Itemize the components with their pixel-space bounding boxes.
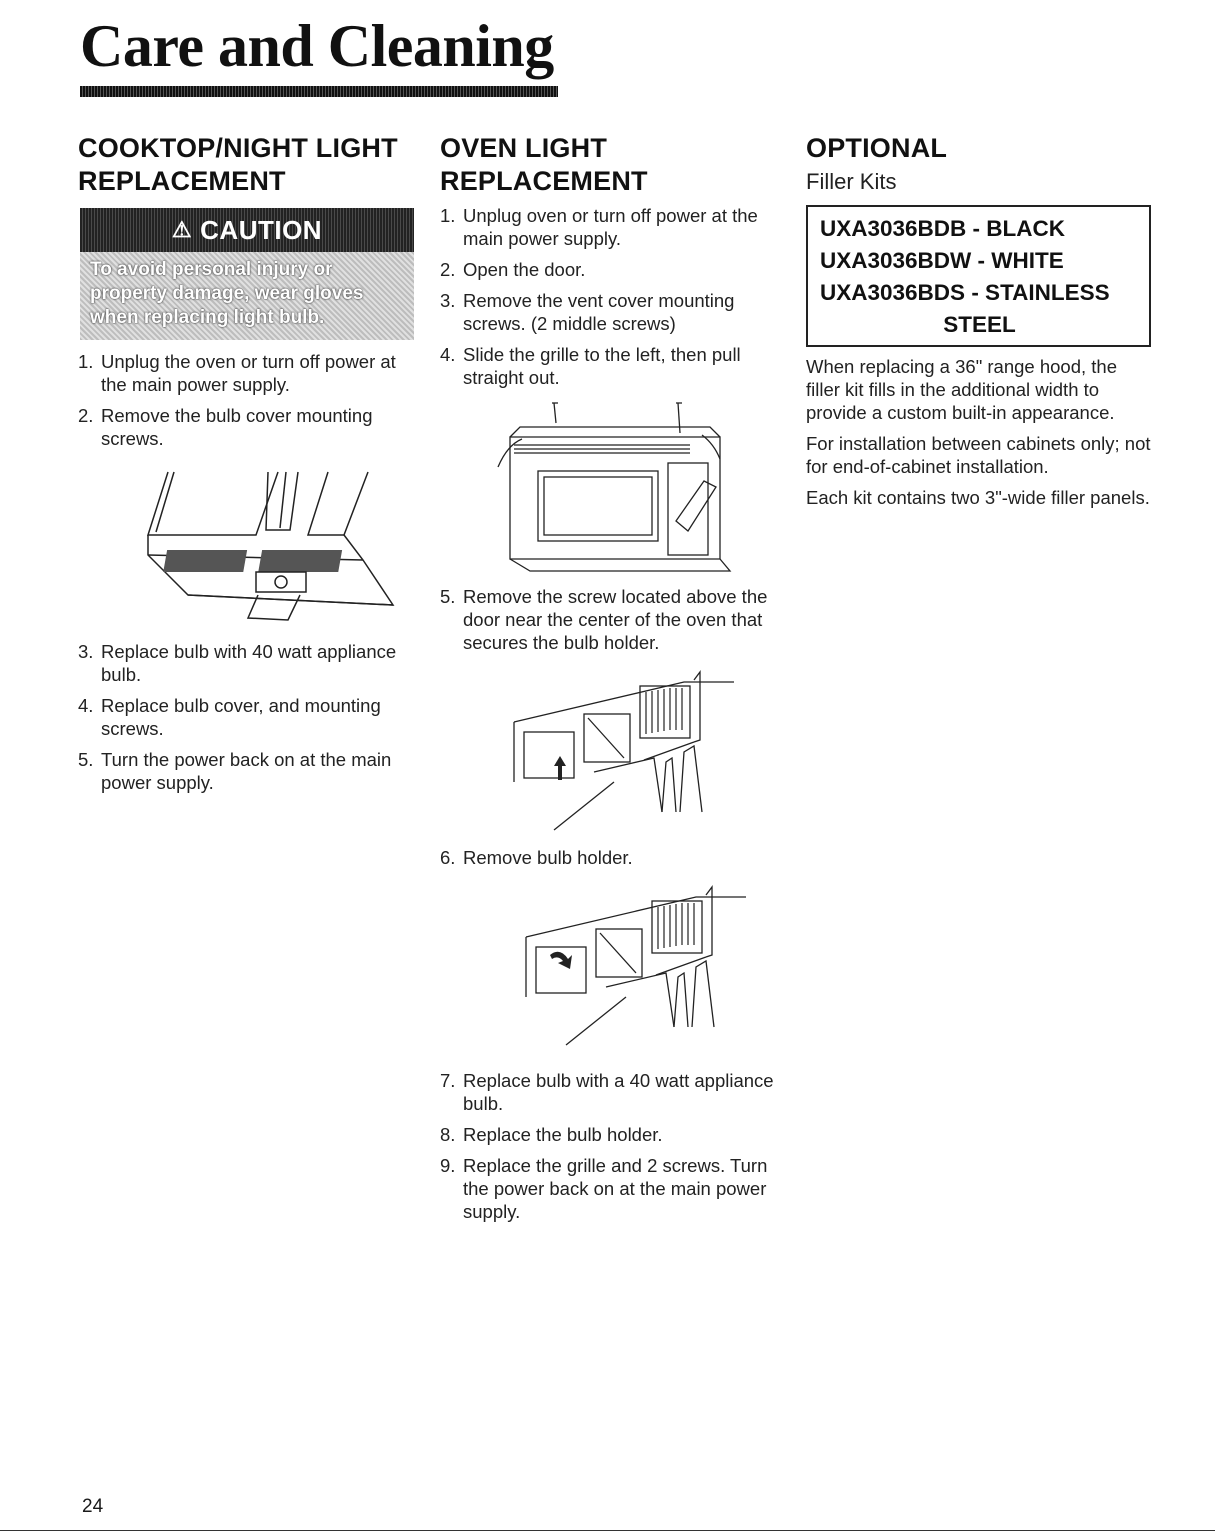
step-text: Replace bulb with 40 watt appliance bulb. xyxy=(101,641,397,685)
step-text: Remove the screw located above the door near the center of the oven that secures the bulb holder. xyxy=(463,586,768,653)
caution-line: To avoid personal injury or xyxy=(90,259,333,280)
caution-text xyxy=(80,252,414,340)
oven-steps-list-continued-2 xyxy=(440,846,790,869)
step-item xyxy=(78,404,423,450)
step-text: Replace bulb cover, and mounting screws. xyxy=(101,695,381,739)
step-number: 1. xyxy=(78,351,94,372)
step-number: 7. xyxy=(440,1070,456,1091)
caution-label: CAUTION xyxy=(200,214,323,245)
step-text: Replace bulb with a 40 watt appliance bulb. xyxy=(463,1070,774,1114)
oven-heading-line2: REPLACEMENT xyxy=(440,166,648,196)
kit-item-continuation: STEEL xyxy=(943,312,1016,337)
filler-kit-description: When replacing a 36" range hood, the filler kit fills in the additional width to provide a custom built-in appearance. xyxy=(806,356,1118,423)
step-text: Open the door. xyxy=(463,259,586,280)
step-text: Remove the vent cover mounting screws. (2 middle screws) xyxy=(463,290,735,334)
step-item xyxy=(78,748,423,794)
filler-kits-subheading: Filler Kits xyxy=(806,169,897,194)
oven-steps-list-continued xyxy=(440,585,790,654)
step-text: Remove bulb holder. xyxy=(463,847,633,868)
step-text: Turn the power back on at the main power supply. xyxy=(101,749,392,793)
caution-line: when replacing light bulb. xyxy=(90,307,325,328)
step-item xyxy=(440,289,790,335)
step-text: Replace the bulb holder. xyxy=(463,1124,663,1145)
step-item xyxy=(78,640,423,686)
step-number: 6. xyxy=(440,847,456,868)
step-number: 3. xyxy=(78,641,94,662)
cooktop-steps-list-continued xyxy=(78,640,423,794)
cooktop-section xyxy=(78,132,423,802)
caution-line: property damage, wear gloves xyxy=(90,283,364,304)
title-underline xyxy=(80,86,558,97)
cooktop-heading xyxy=(78,132,423,198)
vent-grille-removal-illustration xyxy=(490,397,750,577)
step-item xyxy=(440,343,790,389)
step-number: 2. xyxy=(440,259,456,280)
kit-item: UXA3036BDB - BLACK xyxy=(820,216,1066,241)
step-item xyxy=(78,350,423,396)
oven-light-section xyxy=(440,132,790,1231)
oven-steps-list-final xyxy=(440,1069,790,1223)
step-number: 4. xyxy=(440,344,456,365)
step-item xyxy=(440,258,790,281)
optional-section xyxy=(806,132,1151,517)
oven-steps-list xyxy=(440,204,790,389)
bulb-holder-removal-illustration xyxy=(506,877,746,1047)
step-number: 1. xyxy=(440,205,456,226)
step-text: Replace the grille and 2 screws. Turn the power back on at the main power supply. xyxy=(463,1155,768,1222)
step-item xyxy=(440,1069,790,1115)
step-text: Remove the bulb cover mounting screws. xyxy=(101,405,373,449)
filler-kit-list xyxy=(806,205,1151,347)
step-number: 5. xyxy=(78,749,94,770)
step-item xyxy=(440,1123,790,1146)
kit-contents-note: Each kit contains two 3"-wide filler panels. xyxy=(806,487,1150,508)
step-item xyxy=(440,846,790,869)
step-text: Unplug the oven or turn off power at the main power supply. xyxy=(101,351,396,395)
step-number: 9. xyxy=(440,1155,456,1176)
step-item xyxy=(440,1154,790,1223)
step-number: 3. xyxy=(440,290,456,311)
page-number: 24 xyxy=(82,1496,104,1517)
step-text: Unplug oven or turn off power at the main power supply. xyxy=(463,205,758,249)
caution-box xyxy=(80,208,414,340)
step-item xyxy=(440,585,790,654)
warning-triangle-icon: ⚠ xyxy=(171,217,193,242)
optional-heading: OPTIONAL xyxy=(806,133,948,163)
step-item xyxy=(78,694,423,740)
kit-item: UXA3036BDS - STAINLESS xyxy=(820,280,1110,305)
footer-divider xyxy=(0,1530,1215,1531)
kit-item: UXA3036BDW - WHITE xyxy=(820,248,1064,273)
step-number: 8. xyxy=(440,1124,456,1145)
cooktop-light-illustration xyxy=(108,460,428,630)
oven-light-heading xyxy=(440,132,790,198)
page-title: Care and Cleaning xyxy=(80,13,554,79)
oven-heading-line1: OVEN LIGHT xyxy=(440,133,608,163)
step-number: 2. xyxy=(78,405,94,426)
step-number: 4. xyxy=(78,695,94,716)
installation-note: For installation between cabinets only; not for end-of-cabinet installation. xyxy=(806,433,1151,477)
cooktop-steps-list xyxy=(78,350,423,450)
cooktop-heading-line1: COOKTOP/NIGHT LIGHT xyxy=(78,133,398,163)
step-number: 5. xyxy=(440,586,456,607)
cooktop-heading-line2: REPLACEMENT xyxy=(78,166,286,196)
bulb-holder-screw-illustration xyxy=(494,662,734,832)
step-item xyxy=(440,204,790,250)
step-text: Slide the grille to the left, then pull straight out. xyxy=(463,344,741,388)
caution-header xyxy=(80,208,414,252)
